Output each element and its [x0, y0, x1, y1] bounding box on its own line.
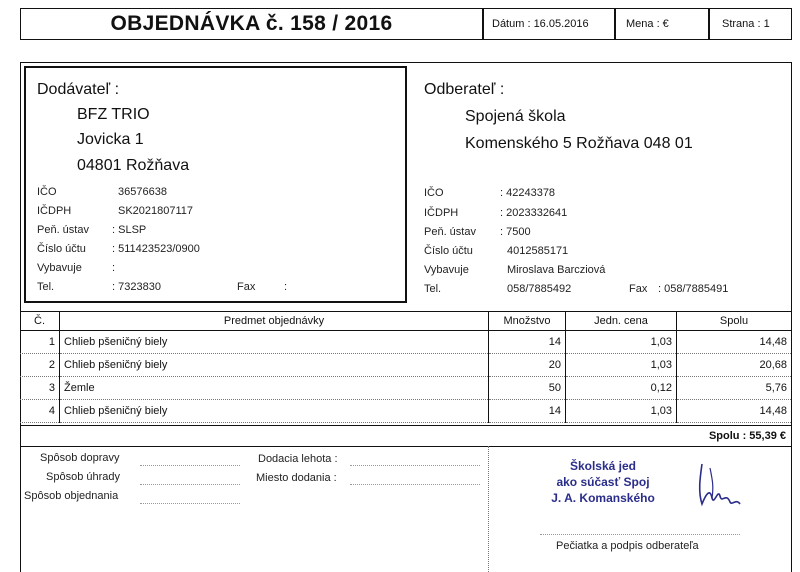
order-date: Dátum : 16.05.2016	[492, 18, 589, 30]
customer-ico-value: : 42243378	[500, 187, 556, 199]
supplier-tel-label: Tel.	[37, 281, 55, 293]
row-total: 14,48	[677, 400, 792, 423]
supplier-bank-value: : SLSP	[112, 224, 147, 236]
supplier-heading: Dodávateľ :	[37, 81, 120, 98]
row-item: Chlieb pšeničný biely	[60, 354, 489, 377]
order-page: Strana : 1	[722, 18, 770, 30]
delivery-date-label: Dodacia lehota :	[258, 453, 338, 465]
supplier-city: 04801 Rožňava	[77, 157, 190, 174]
customer-fax-value: : 058/7885491	[658, 283, 729, 295]
payment-label: Spôsob úhrady	[46, 471, 120, 483]
row-qty: 14	[489, 400, 566, 423]
customer-name: Spojená škola	[465, 108, 566, 125]
row-num: 2	[20, 354, 60, 377]
supplier-fax-label: Fax	[237, 281, 256, 293]
row-qty: 20	[489, 354, 566, 377]
supplier-tel-value: : 7323830	[112, 281, 161, 293]
table-row	[20, 354, 791, 377]
customer-handler-value: Miroslava Barcziová	[507, 264, 606, 276]
supplier-ico-value: 36576638	[118, 186, 167, 198]
supplier-icdph-label: IČDPH	[37, 205, 72, 217]
customer-icdph-label: IČDPH	[424, 207, 459, 219]
customer-bank-value: : 7500	[500, 226, 531, 238]
customer-tel-value: 058/7885492	[507, 283, 572, 295]
school-stamp	[528, 458, 678, 506]
supplier-ico-label: IČO	[37, 186, 57, 198]
supplier-account-value: : 511423523/0900	[112, 243, 200, 255]
row-num: 4	[20, 400, 60, 423]
table-row	[20, 400, 791, 423]
transport-line	[140, 465, 240, 466]
supplier-name: BFZ TRIO	[77, 106, 150, 123]
row-unit-price: 1,03	[566, 354, 677, 377]
stamp-line-1: Školská jed	[569, 459, 637, 473]
ordering-label: Spôsob objednania	[24, 490, 119, 502]
row-num: 1	[20, 331, 60, 354]
col-num-header: Č.	[20, 312, 60, 331]
supplier-handler-label: Vybavuje	[37, 262, 82, 274]
row-item: Chlieb pšeničný biely	[60, 400, 489, 423]
delivery-date-line	[350, 465, 480, 466]
customer-account-label: Číslo účtu	[424, 245, 473, 257]
row-qty: 14	[489, 331, 566, 354]
items-table	[20, 312, 791, 423]
supplier-bank-label: Peň. ústav	[37, 224, 89, 236]
grand-total: Spolu : 55,39 €	[708, 430, 786, 442]
customer-ico-label: IČO	[424, 187, 444, 199]
order-currency: Mena : €	[626, 18, 669, 30]
signature-line	[540, 534, 740, 535]
customer-bank-label: Peň. ústav	[424, 226, 476, 238]
row-unit-price: 0,12	[566, 377, 677, 400]
row-unit-price: 1,03	[566, 400, 677, 423]
table-row	[20, 331, 791, 354]
footer-top-rule	[20, 446, 792, 447]
delivery-place-line	[350, 484, 480, 485]
transport-label: Spôsob dopravy	[40, 452, 120, 464]
signature-divider	[488, 446, 489, 572]
col-unit-header: Jedn. cena	[566, 312, 677, 331]
delivery-place-label: Miesto dodania :	[256, 472, 337, 484]
supplier-fax-value: :	[284, 281, 288, 293]
supplier-handler-value: :	[112, 262, 116, 274]
row-qty: 50	[489, 377, 566, 400]
table-header-row	[20, 312, 791, 331]
row-unit-price: 1,03	[566, 331, 677, 354]
supplier-account-label: Číslo účtu	[37, 243, 86, 255]
stamp-line-2: ako súčasť Spoj	[556, 475, 650, 489]
signature-caption: Pečiatka a podpis odberateľa	[556, 540, 699, 552]
customer-account-value: 4012585171	[507, 245, 569, 257]
customer-tel-label: Tel.	[424, 283, 442, 295]
customer-fax-label: Fax	[629, 283, 648, 295]
table-bottom-rule	[20, 425, 792, 426]
row-total: 5,76	[677, 377, 792, 400]
customer-address: Komenského 5 Rožňava 048 01	[465, 135, 693, 152]
col-qty-header: Množstvo	[489, 312, 566, 331]
ordering-line	[140, 503, 240, 504]
supplier-street: Jovicka 1	[77, 131, 144, 148]
signature-scribble	[690, 458, 750, 514]
customer-icdph-value: : 2023332641	[500, 207, 568, 219]
supplier-icdph-value: SK2021807117	[118, 205, 194, 217]
row-item: Žemle	[60, 377, 489, 400]
row-total: 20,68	[677, 354, 792, 377]
payment-line	[140, 484, 240, 485]
customer-heading: Odberateľ :	[424, 81, 505, 98]
stamp-line-3: J. A. Komanského	[551, 491, 655, 505]
col-item-header: Predmet objednávky	[60, 312, 489, 331]
row-item: Chlieb pšeničný biely	[60, 331, 489, 354]
row-num: 3	[20, 377, 60, 400]
col-total-header: Spolu	[677, 312, 792, 331]
order-title: OBJEDNÁVKA č. 158 / 2016	[110, 12, 393, 35]
row-total: 14,48	[677, 331, 792, 354]
customer-handler-label: Vybavuje	[424, 264, 469, 276]
table-row	[20, 377, 791, 400]
